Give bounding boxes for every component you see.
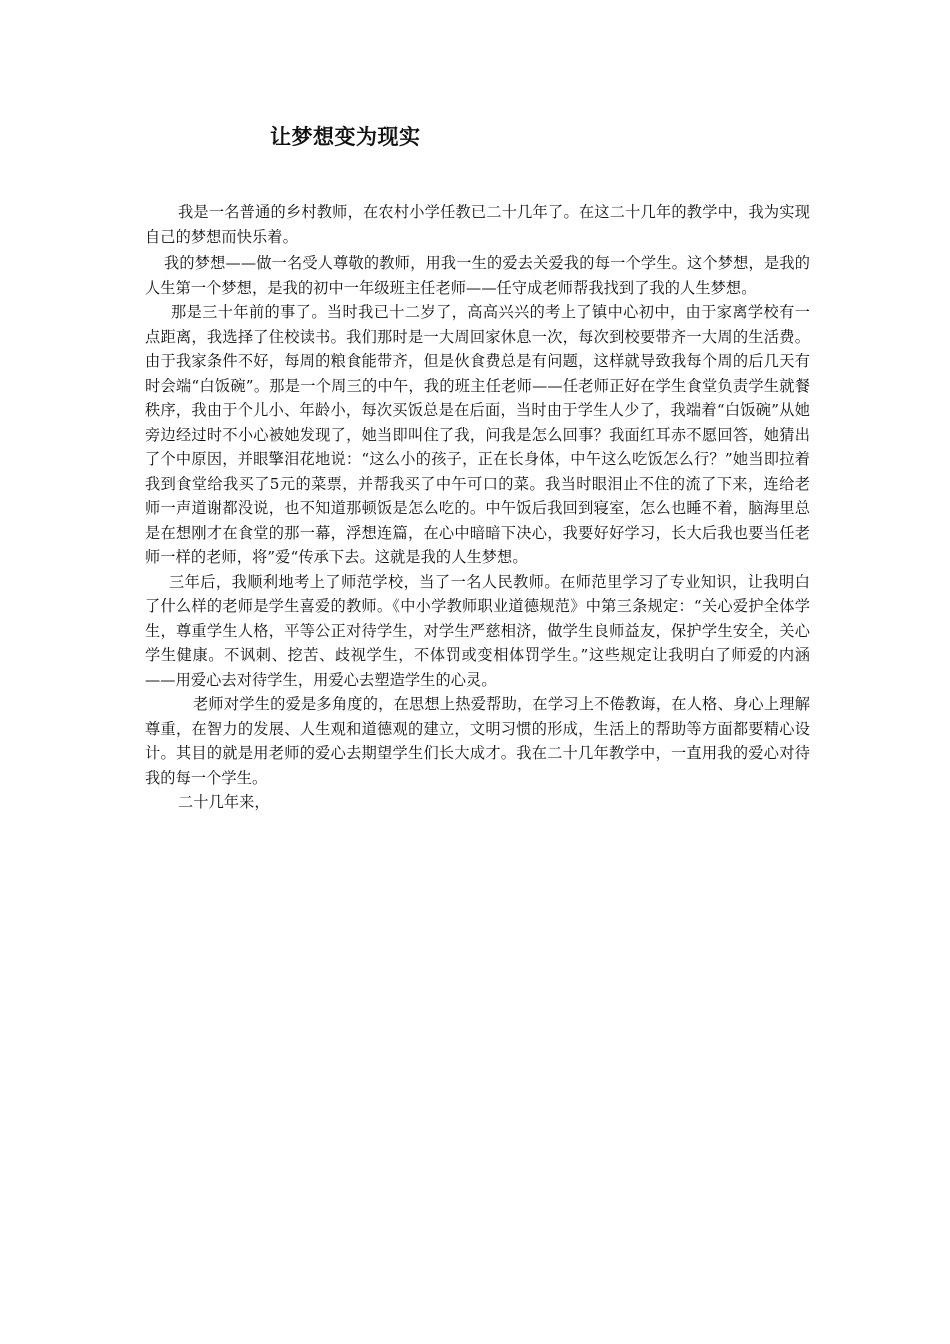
paragraph-closing: 二十几年来，: [178, 793, 270, 811]
paragraph-teacher-school: 三年后，我顺利地考上了师范学校，当了一名人民教师。在师范里学习了专业知识，让我明白了什么样的老师是学生喜爱的教师。《中小学教师职业道德规范》中第三条规定：“关心爱护全体学生，尊重学生人格，平等公正对待学生，对学生严慈相济，做学生良师益友，保护学生安全，关心学生健康。不讽刺、挖苦、歧视学生，不体罚或变相体罚学生。”这些规定让我明白了师爱的内涵——用爱心去对待学生，用爱心去塑造学生的心灵。: [145, 572, 810, 689]
paragraph-story: 那是三十年前的事了。当时我已十二岁了，高高兴兴的考上了镇中心初中，由于家离学校有一点距离，我选择了住校读书。我们那时是一大周回家休息一次，每次到校要带齐一大周的生活费。由于我家条件不好，每周的粮食能带齐，但是伙食费总是有问题，这样就导致我每个周的后几天有时会端“白饭碗”。那是一个周三的中午，我的班主任老师——任老师正好在学生食堂负责学生就餐秩序，我由于个儿小、年龄小，每次买饭总是在后面，当时由于学生人少了，我端着“白饭碗”从她旁边经过时不小心被她发现了，她当即叫住了我，问我是怎么回事？我面红耳赤不愿回答，她猜出了个中原因，并眼擎泪花地说：“这么小的孩子，正在长身体，中午这么吃饭怎么行？”她当即拉着我到食堂给我买了5元的菜票，并帮我买了中午可口的菜。我当时眼泪止不住的流了下来，连给老师一声道谢都没说，也不知道那顿饭是怎么吃的。中午饭后我回到寝室，怎么也睡不着，脑海里总是在想刚才在食堂的那一幕，浮想连篇，在心中暗暗下决心，我要好好学习，长大后我也要当任老师一样的老师，将”爱“传承下去。这就是我的人生梦想。: [145, 303, 810, 566]
paragraph-intro: 我是一名普通的乡村教师，在农村小学任教已二十几年了。在这二十几年的教学中，我为实现自己的梦想而快乐着。: [145, 203, 810, 246]
document-title: 让梦想变为现实: [270, 125, 421, 149]
paragraph-dream: 我的梦想——做一名受人尊敬的教师，用我一生的爱去关爱我的每一个学生。这个梦想，是我的人生第一个梦想，是我的初中一年级班主任老师——任守成老师帮我找到了我的人生梦想。: [145, 254, 810, 297]
paragraph-teacher-love: 老师对学生的爱是多角度的，在思想上热爱帮助，在学习上不倦教诲，在人格、身心上理解 尊重，在智力的发展、人生观和道德观的建立，文明习惯的形成，生活上的帮助等方面都要精心设计。其目的就是用老师的爱心去期望学生们长大成才。我在二十几年教学中，一直用我的爱心对待我的每一个学生。: [145, 695, 810, 787]
document-body: [145, 200, 810, 815]
